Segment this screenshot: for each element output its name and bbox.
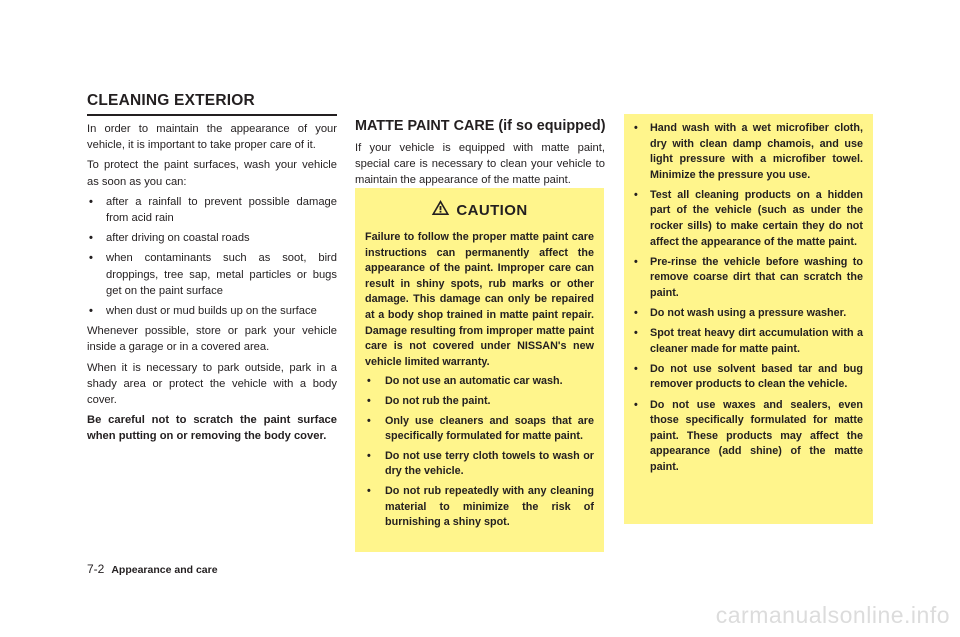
list-item-text: Do not wash using a pressure washer. [650, 307, 847, 320]
list-item-text: Spot treat heavy dirt accumulation with a cleaner made for matte paint. [650, 327, 863, 355]
caution-list [365, 374, 594, 530]
list-item-text: Do not use solvent based tar and bug remover products to clean the vehicle. [650, 362, 863, 391]
list-item [632, 306, 863, 322]
matte-paint-intro [355, 140, 605, 193]
list-item-text: when dust or mud builds up on the surface [106, 305, 317, 318]
matte-paint-title: MATTE PAINT CARE (if so equipped) [355, 118, 606, 134]
list-item [632, 188, 863, 250]
paragraph: When it is necessary to park outside, park in a shady area or protect the vehicle with a body cover. [87, 361, 337, 407]
list-item [632, 362, 863, 393]
list-item-text: Hand wash with a wet microfiber cloth, dry with clean damp chamois, and use light pressure with a microfiber towel. Minimize the pressure you use. [650, 122, 863, 181]
cleaning-exterior-body [87, 121, 337, 449]
list-item [365, 449, 594, 480]
list-item [632, 326, 863, 357]
bullet-icon: • [634, 307, 638, 320]
bullet-icon: • [89, 252, 93, 265]
list-item [365, 374, 594, 390]
caution-text: Failure to follow the proper matte paint care instructions can permanently affect the appearance of the paint. Improper care can result in shiny spots, rub marks or other damage. This damage can only be repaired at a body shop trained in matte paint repair. Damage resulting from improper matte paint care is not covered under NISSAN's new vehicle limited warranty. [365, 231, 594, 368]
page-footer [87, 562, 218, 576]
list-item-text: Do not use waxes and sealers, even those specifically formulated for matte paint. These products may affect the appearance (add shine) of the matte paint. [650, 398, 863, 473]
list-item [365, 484, 594, 531]
list-item [87, 250, 337, 299]
matte-care-list [632, 121, 863, 475]
list-item [365, 394, 594, 410]
list-item-text: Test all cleaning products on a hidden part of the vehicle (such as under the rocker sills) to make certain they do not affect the appearance of the matte paint. [650, 188, 863, 248]
list-item-text: after a rainfall to prevent possible damage from acid rain [106, 195, 337, 225]
page-number: 7-2 [87, 562, 105, 576]
list-item-text: Do not rub the paint. [385, 394, 491, 407]
list-item-text: Only use cleaners and soaps that are specifically formulated for matte paint. [385, 414, 594, 443]
warning-paragraph: Be careful not to scratch the paint surface when putting on or removing the body cover. [87, 414, 337, 443]
caution-box [355, 188, 604, 552]
list-item [365, 414, 594, 445]
wash-conditions-list [87, 194, 337, 319]
paragraph: Whenever possible, store or park your vehicle inside a garage or in a covered area. [87, 325, 337, 354]
list-item-text: Do not use terry cloth towels to wash or dry the vehicle. [385, 449, 594, 478]
bullet-icon: • [367, 449, 371, 462]
bullet-icon: • [634, 362, 638, 375]
bullet-icon: • [89, 305, 93, 318]
footer-section-name: Appearance and care [111, 564, 218, 576]
list-item-text: after driving on coastal roads [106, 232, 250, 245]
warning-triangle-icon [431, 199, 450, 221]
section-title: CLEANING EXTERIOR [87, 92, 337, 116]
bullet-icon: • [367, 375, 371, 388]
list-item-text: Do not rub repeatedly with any cleaning material to minimize the risk of burnishing a shiny spot. [385, 484, 594, 529]
list-item-text: Do not use an automatic car wash. [385, 375, 563, 388]
bullet-icon: • [367, 414, 371, 427]
paragraph: If your vehicle is equipped with matte paint, special care is necessary to clean your vehicle to maintain the appearance of the matte paint. [355, 142, 605, 187]
watermark: carmanualsonline.info [715, 602, 950, 628]
bullet-icon: • [634, 122, 638, 134]
paragraph: To protect the paint surfaces, wash your vehicle as soon as you can: [87, 159, 337, 188]
bullet-icon: • [367, 484, 371, 497]
list-item [632, 121, 863, 183]
caution-title: CAUTION [456, 201, 528, 219]
paragraph: In order to maintain the appearance of your vehicle, it is important to take proper care of it. [87, 123, 337, 152]
list-item [632, 398, 863, 476]
bullet-icon: • [367, 394, 371, 407]
bullet-icon: • [634, 255, 638, 268]
caution-header [365, 196, 594, 224]
list-item [632, 255, 863, 302]
list-item-text: when contaminants such as soot, bird droppings, tree sap, metal particles or bugs get on the paint surface [106, 252, 337, 297]
matte-care-instructions-box [624, 114, 873, 524]
list-item [87, 194, 337, 226]
list-item [87, 230, 337, 246]
list-item-text: Pre-rinse the vehicle before washing to remove coarse dirt that can scratch the paint. [650, 255, 863, 299]
bullet-icon: • [634, 188, 638, 201]
bullet-icon: • [634, 398, 638, 411]
bullet-icon: • [634, 327, 638, 340]
bullet-icon: • [89, 232, 93, 245]
list-item [87, 303, 337, 319]
bullet-icon: • [89, 195, 93, 208]
